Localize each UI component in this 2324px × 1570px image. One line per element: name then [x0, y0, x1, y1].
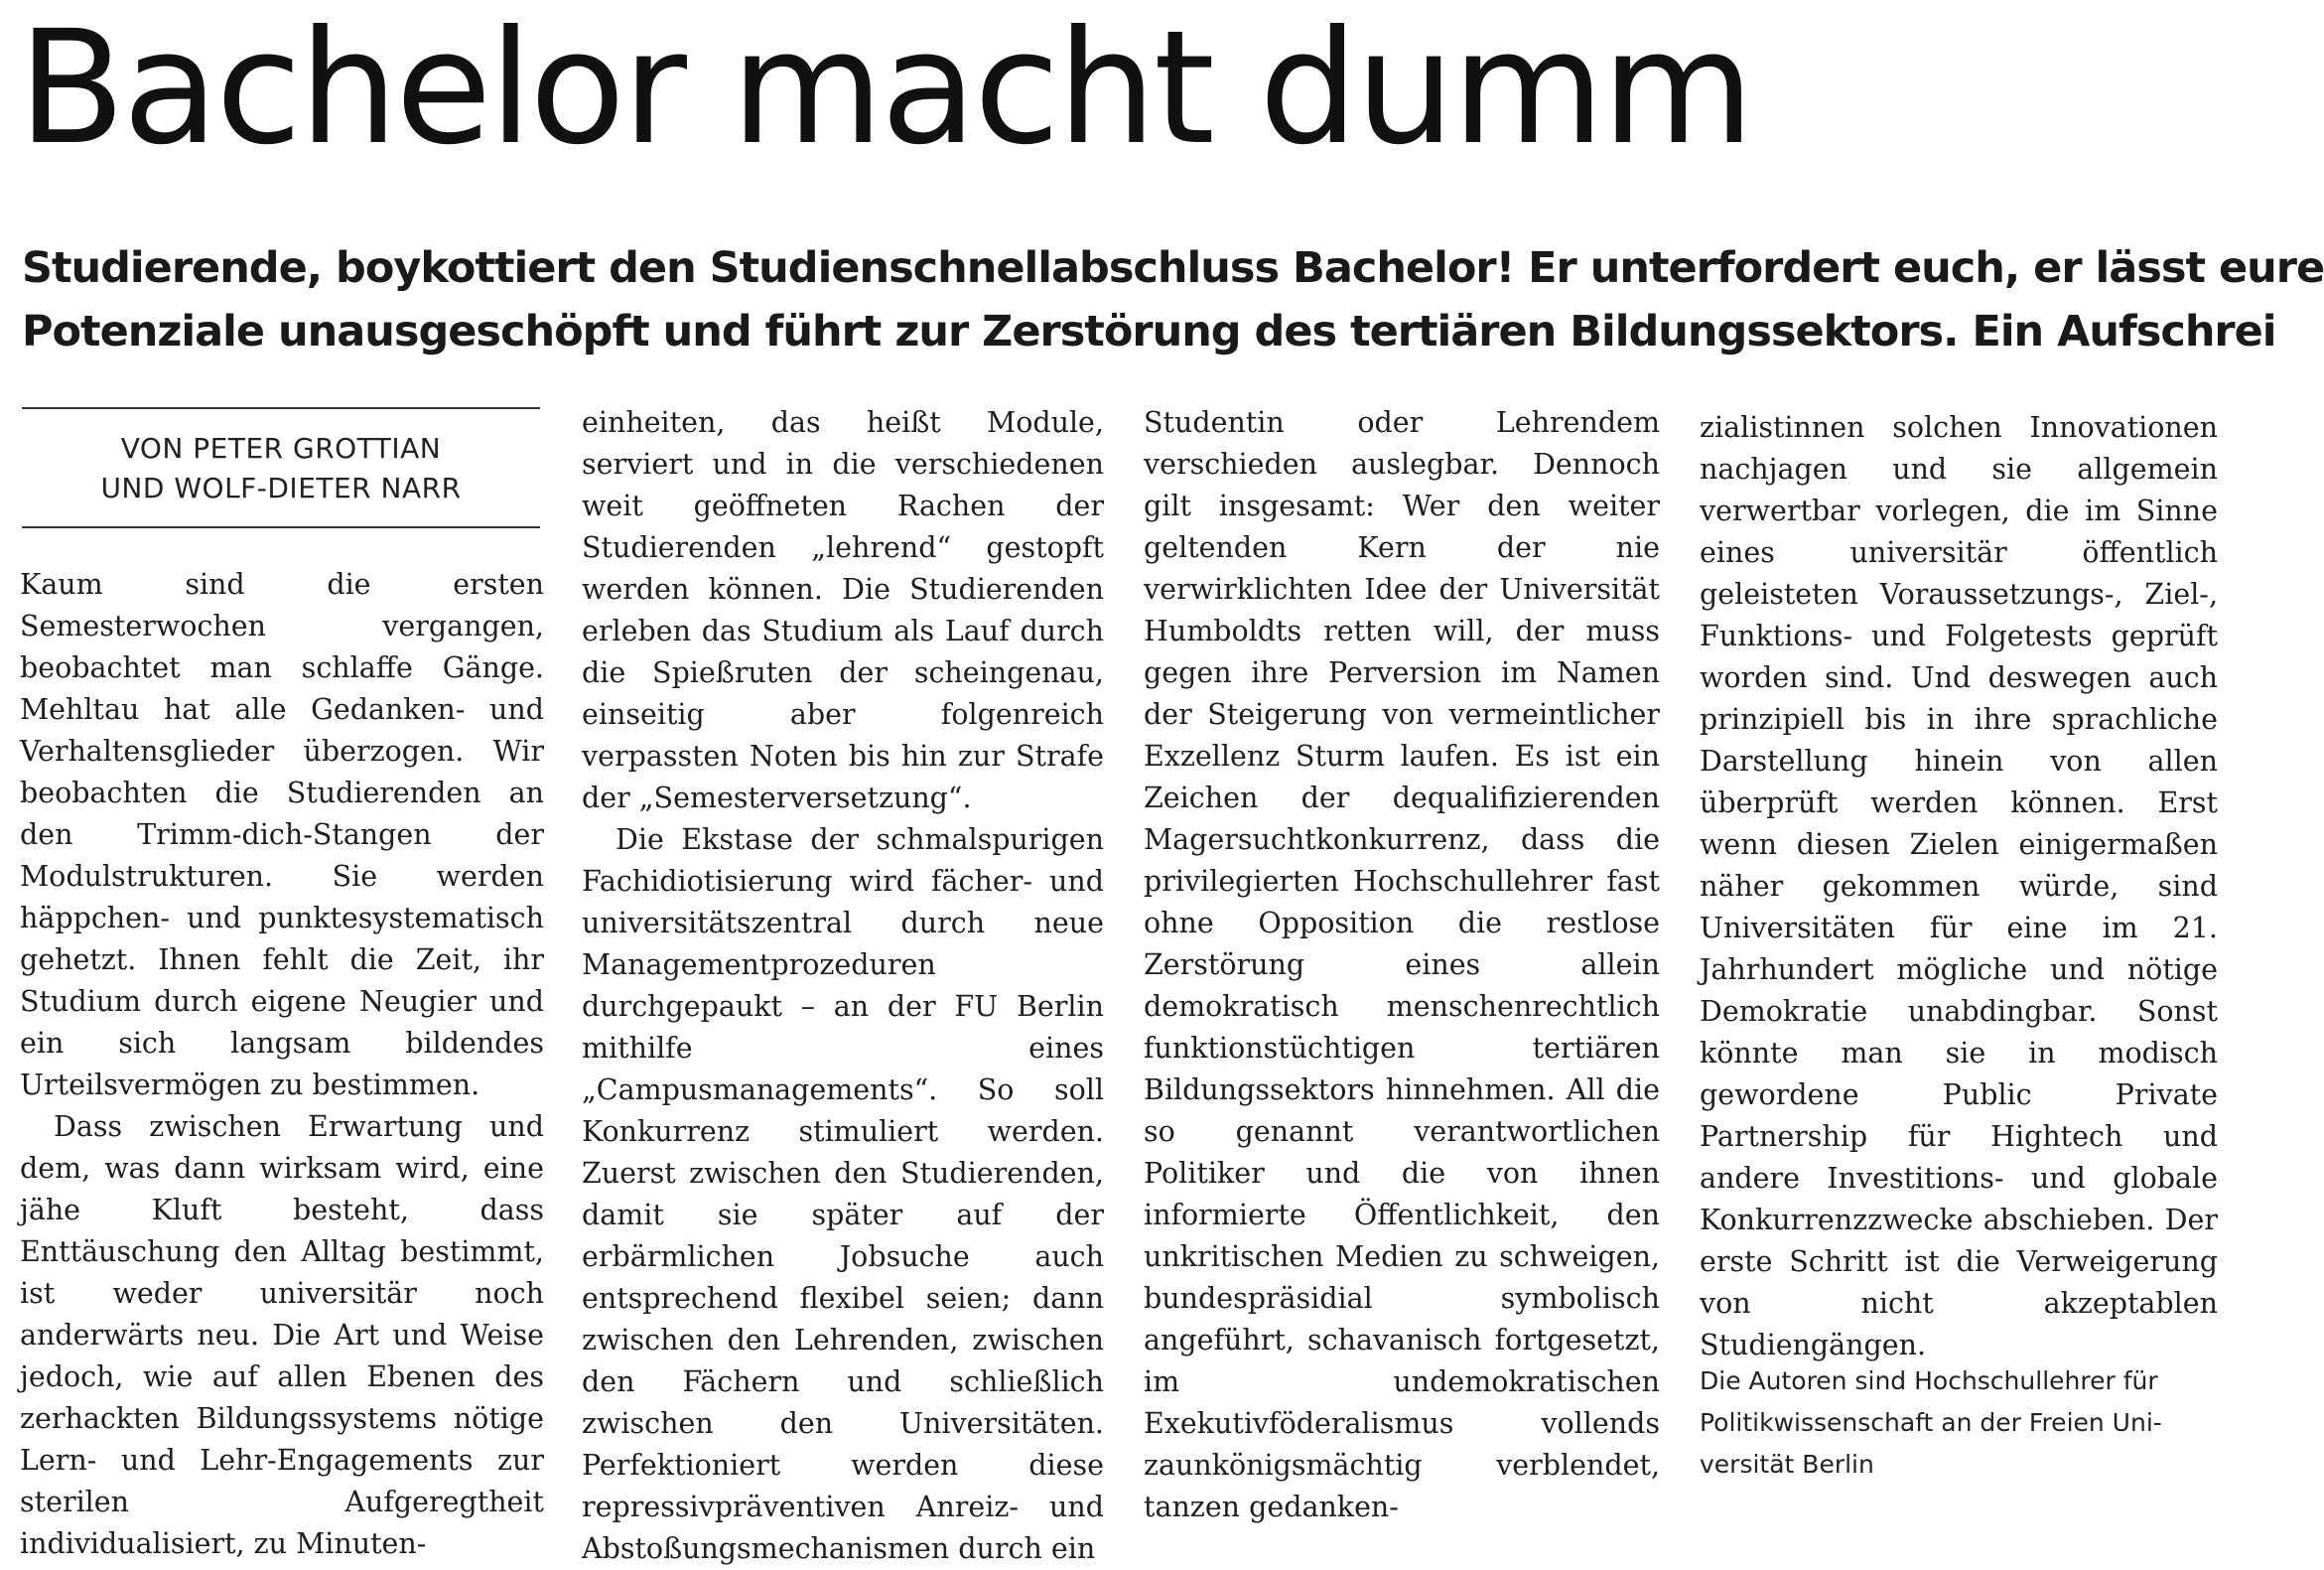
subhead-line-1: Studierende, boykottiert den Studienschnellabschluss Bachelor! Er unterfordert euch, er lässt eure: [22, 243, 2324, 293]
author-note-line-2: Politikwissenschaft an der Freien Uni-: [1700, 1408, 2162, 1437]
article-column-2: [582, 402, 1104, 1565]
article-column-1: [20, 564, 544, 1560]
paragraph: zialistinnen solchen Innovationen nachjagen und sie allgemein verwertbar vorlegen, die im Sinne eines universitär öffentlich geleisteten Voraussetzungs-, Ziel-, Funktions- und Folgetests geprüft worden sind. Und deswegen auch prinzipiell bis in ihre sprachliche Darstellung hinein von allen überprüft werden können. Erst wenn diesen Zielen einigermaßen näher gekommen würde, sind Universitäten für eine im 21. Jahrhundert mögliche und nötige Demokratie unabdingbar. Sonst könnte man sie in modisch gewordene Public Private Partnership für Hightech und andere Investitions- und globale Konkurrenzzwecke abschieben. Der erste Schritt ist die Verweigerung von nicht akzeptablen Studiengängen.: [1700, 411, 2218, 1361]
byline-line-1: VON PETER GROTTIAN: [120, 432, 442, 465]
article-headline: Bachelor macht dumm: [18, 0, 1752, 180]
paragraph: einheiten, das heißt Module, serviert und in die verschiedenen weit geöffneten Rachen der Studierenden „lehrend“ gestopft werden können. Die Studierenden erleben das Studium als Lauf durch die Spießruten der scheingenau, einseitig aber folgenreich verpassten Noten bis hin zur Strafe der „Semesterversetzung“.: [582, 406, 1104, 814]
article-subheadline: [22, 236, 2324, 363]
byline-line-2: UND WOLF-DIETER NARR: [100, 472, 462, 504]
paragraph: Die Ekstase der schmalspurigen Fachidiotisierung wird fächer- und universitätszentral durch neue Managementprozeduren durchgepaukt – an der FU Berlin mithilfe eines „Campusmanagements“. So soll Konkurrenz stimuliert werden. Zuerst zwischen den Studierenden, damit sie später auf der erbärmlichen Jobsuche auch entsprechend flexibel seien; dann zwischen den Lehrenden, zwischen den Fächern und schließlich zwischen den Universitäten. Perfektioniert werden diese repressivpräventiven Anreiz- und Abstoßungsmechanismen durch ein: [582, 823, 1104, 1565]
author-note-line-1: Die Autoren sind Hochschullehrer für: [1700, 1366, 2158, 1395]
paragraph: Dass zwischen Erwartung und dem, was dann wirksam wird, eine jähe Kluft besteht, dass Enttäuschung den Alltag bestimmt, ist weder universitär noch anderwärts neu. Die Art und Weise jedoch, wie auf allen Ebenen des zerhackten Bildungssystems nötige Lern- und Lehr-Engagements zur sterilen Aufgeregtheit individualisiert, zu Minuten-: [20, 1110, 544, 1560]
byline: [22, 407, 540, 528]
author-note: [1700, 1360, 2226, 1486]
article-column-3: [1144, 402, 1660, 1525]
paragraph: Studentin oder Lehrendem verschieden auslegbar. Dennoch gilt insgesamt: Wer den weiter geltenden Kern der nie verwirklichten Idee der Universität Humboldts retten will, der muss gegen ihre Perversion im Namen der Steigerung von vermeintlicher Exzellenz Sturm laufen. Es ist ein Zeichen der dequalifizierenden Magersuchtkonkurrenz, dass die privilegierten Hochschullehrer fast ohne Opposition die restlose Zerstörung eines allein demokratisch menschenrechtlich funktionstüchtigen tertiären Bildungssektors hinnehmen. All die so genannt verantwortlichen Politiker und die von ihnen informierte Öffentlichkeit, den unkritischen Medien zu schweigen, bundespräsidial symbolisch angeführt, schavanisch fortgesetzt, im undemokratischen Exekutivföderalismus vollends zaunkönigsmächtig verblendet, tanzen gedanken-: [1144, 406, 1660, 1523]
paragraph: Kaum sind die ersten Semesterwochen vergangen, beobachtet man schlaffe Gänge. Mehltau hat alle Gedanken- und Verhaltensglieder überzogen. Wir beobachten die Studierenden an den Trimm-dich-Stangen der Modulstrukturen. Sie werden häppchen- und punktesystematisch gehetzt. Ihnen fehlt die Zeit, ihr Studium durch eigene Neugier und ein sich langsam bildendes Urteilsvermögen zu bestimmen.: [20, 568, 544, 1101]
subhead-line-2: Potenziale unausgeschöpft und führt zur Zerstörung des tertiären Bildungssektors. Ein Aufschrei: [22, 307, 2276, 357]
article-column-4: [1700, 407, 2218, 1400]
author-note-line-3: versität Berlin: [1700, 1450, 1874, 1479]
